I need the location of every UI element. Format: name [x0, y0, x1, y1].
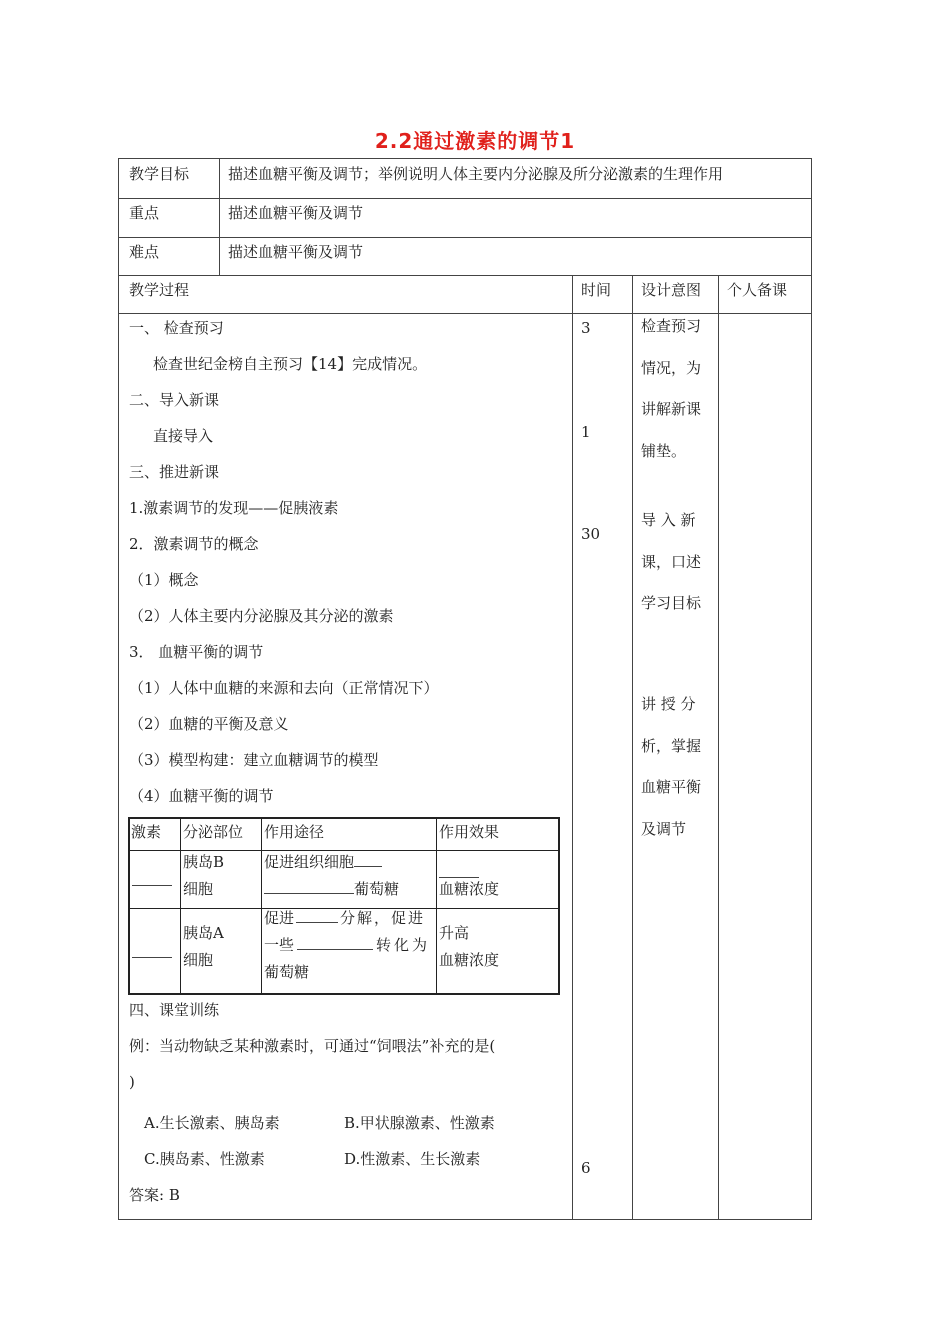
row1-path-text2: 葡萄糖 [354, 880, 400, 898]
header-personal: 个人备课 [727, 281, 788, 299]
row2-path-blank2 [297, 935, 373, 950]
row1-path-line1 [264, 849, 382, 875]
difficulty-text: 描述血糖平衡及调节 [228, 243, 364, 261]
hormone-1-blank [132, 871, 172, 886]
option-c: C.胰岛素、性激素 [144, 1150, 265, 1168]
point-2: 2．激素调节的概念 [129, 535, 259, 553]
site-header: 分泌部位 [183, 823, 244, 841]
header-time: 时间 [581, 281, 612, 299]
row2-path-line2 [264, 932, 430, 958]
time-2: 1 [581, 423, 591, 441]
intent-line: 讲 授 分 [641, 695, 696, 713]
row2-site-line1: 胰岛A [183, 924, 224, 942]
header-process: 教学过程 [129, 281, 190, 299]
row2-path-text2b: 转化为 [376, 936, 431, 954]
section-1-text: 检查世纪金榜自主预习【14】完成情况。 [153, 355, 428, 373]
point-3a: （1）人体中血糖的来源和去向（正常情况下） [129, 679, 439, 697]
intent-line: 学习目标 [641, 594, 702, 612]
row2-path-text2a: 一些 [264, 936, 295, 954]
intent-column [641, 306, 701, 850]
section-2-text: 直接导入 [153, 427, 214, 445]
section-2-heading: 二、导入新课 [129, 391, 220, 409]
intent-line [641, 625, 701, 667]
point-3b: （2）血糖的平衡及意义 [129, 715, 289, 733]
row2-site-line2: 细胞 [183, 951, 214, 969]
intent-line: 讲解新课 [641, 400, 702, 418]
point-3: 3． 血糖平衡的调节 [129, 643, 264, 661]
option-a: A.生长激素、胰岛素 [144, 1114, 280, 1132]
intent-line: 血糖平衡 [641, 778, 702, 796]
goal-text: 描述血糖平衡及调节；举例说明人体主要内分泌腺及所分泌激素的生理作用 [228, 165, 724, 183]
intent-line: 检查预习 [641, 317, 702, 335]
row1-site-line2: 细胞 [183, 880, 214, 898]
row1-path-text1: 促进组织细胞 [264, 853, 355, 871]
row2-path-text1a: 促进 [264, 909, 295, 927]
row1-path-blank2 [264, 879, 354, 894]
point-3c: （3）模型构建：建立血糖调节的模型 [129, 751, 379, 769]
row1-effect-line2: 血糖浓度 [439, 880, 500, 898]
intent-line: 铺垫。 [641, 441, 687, 460]
row1-path-blank1 [354, 852, 382, 867]
intent-line [641, 472, 701, 500]
question-end: ) [129, 1073, 135, 1091]
difficulty-label: 难点 [129, 243, 160, 261]
question-text: 例：当动物缺乏某种激素时，可通过“饲喂法”补充的是( [129, 1037, 496, 1055]
intent-line [641, 666, 701, 684]
key-label: 重点 [129, 204, 160, 222]
point-1: 1.激素调节的发现——促胰液素 [129, 499, 339, 517]
point-3d: （4）血糖平衡的调节 [129, 787, 274, 805]
intent-line: 导 入 新 [641, 511, 696, 529]
row2-effect-line1: 升高 [439, 924, 470, 942]
section-1-heading: 一、 检查预习 [129, 319, 224, 337]
time-4: 6 [581, 1159, 591, 1177]
intent-line: 及调节 [641, 819, 687, 838]
row2-path-line1 [264, 905, 425, 931]
hormone-table [128, 817, 560, 995]
intent-line: 析，掌握 [641, 736, 702, 755]
intent-line: 课，口述 [641, 552, 702, 571]
row2-path-line3: 葡萄糖 [264, 963, 310, 981]
section-4-heading: 四、课堂训练 [129, 1001, 220, 1019]
time-1: 3 [581, 319, 591, 337]
point-2a: （1）概念 [129, 571, 199, 589]
time-3: 30 [581, 525, 601, 543]
row2-path-blank1 [296, 908, 338, 923]
page-title: 2.2通过激素的调节1 [374, 129, 576, 153]
path-header: 作用途径 [264, 823, 325, 841]
row1-path-line2 [264, 876, 399, 902]
hormone-2-blank [132, 943, 172, 958]
section-3-heading: 三、推进新课 [129, 463, 220, 481]
option-d: D.性激素、生长激素 [344, 1150, 481, 1168]
key-text: 描述血糖平衡及调节 [228, 204, 364, 222]
row2-effect-line2: 血糖浓度 [439, 951, 500, 969]
answer: 答案: B [129, 1186, 180, 1204]
intent-line: 情况，为 [641, 358, 702, 377]
row2-path-text1b: 分解，促进 [340, 909, 426, 927]
header-intent: 设计意图 [641, 281, 702, 299]
hormone-header: 激素 [131, 823, 162, 841]
goal-label: 教学目标 [129, 165, 190, 183]
effect-header: 作用效果 [439, 823, 500, 841]
row1-site-line1: 胰岛B [183, 853, 225, 871]
point-2b: （2）人体主要内分泌腺及其分泌的激素 [129, 607, 394, 625]
option-b: B.甲状腺激素、性激素 [344, 1114, 495, 1132]
